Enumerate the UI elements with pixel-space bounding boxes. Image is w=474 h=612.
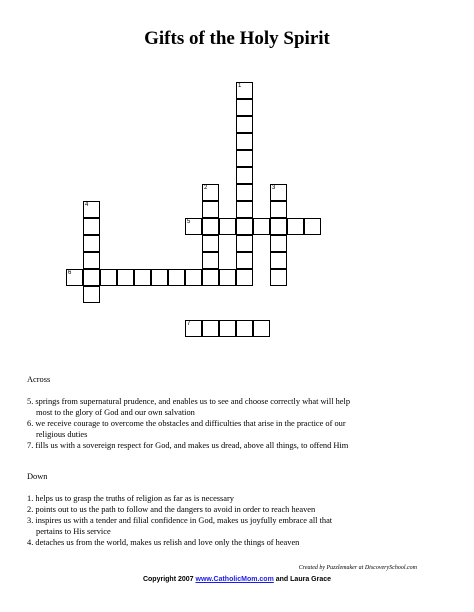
catholicmom-link[interactable]: www.CatholicMom.com <box>195 576 274 583</box>
grid-cell[interactable] <box>83 269 100 286</box>
clue-number: 6 <box>68 270 72 276</box>
grid-cell[interactable] <box>236 218 253 235</box>
across-clue-list <box>27 396 447 451</box>
grid-cell[interactable] <box>236 99 253 116</box>
across-clue <box>27 396 447 418</box>
grid-cell[interactable] <box>236 201 253 218</box>
grid-cell[interactable] <box>202 201 219 218</box>
grid-cell[interactable] <box>202 269 219 286</box>
clue-text: helps us to grasp the truths of religion as far as is necessary <box>35 494 234 503</box>
grid-cell[interactable] <box>236 252 253 269</box>
copyright-line <box>0 576 474 583</box>
grid-cell[interactable] <box>236 150 253 167</box>
copyright-prefix: Copyright 2007 <box>142 576 194 583</box>
grid-cell[interactable] <box>287 218 304 235</box>
clue-number: 2 <box>204 185 208 191</box>
grid-cell[interactable] <box>83 252 100 269</box>
grid-cell[interactable] <box>253 218 270 235</box>
across-clue <box>27 418 447 440</box>
down-clue <box>27 515 447 537</box>
grid-cell[interactable] <box>168 269 185 286</box>
grid-cell[interactable] <box>236 116 253 133</box>
grid-cell[interactable] <box>236 235 253 252</box>
grid-cell[interactable] <box>236 82 253 99</box>
clue-number: 5 <box>187 219 191 225</box>
clue-num: 7. <box>27 441 36 450</box>
grid-cell[interactable] <box>151 269 168 286</box>
grid-cell[interactable] <box>83 286 100 303</box>
clue-num: 5. <box>27 397 36 406</box>
clue-num: 4. <box>27 538 36 547</box>
grid-cell[interactable] <box>134 269 151 286</box>
grid-cell[interactable] <box>236 184 253 201</box>
grid-cell[interactable] <box>117 269 134 286</box>
clue-text: detaches us from the world, makes us relish and love only the things of heaven <box>35 538 300 547</box>
grid-cell[interactable] <box>83 235 100 252</box>
grid-cell[interactable] <box>66 269 83 286</box>
grid-cell[interactable] <box>304 218 321 235</box>
clue-text: most to the glory of God and our own salvation <box>36 408 195 417</box>
grid-cell[interactable] <box>83 201 100 218</box>
grid-cell[interactable] <box>270 184 287 201</box>
grid-cell[interactable] <box>202 320 219 337</box>
grid-cell[interactable] <box>253 320 270 337</box>
down-clue <box>27 504 447 515</box>
grid-cell[interactable] <box>270 252 287 269</box>
clue-num: 2. <box>27 505 36 514</box>
grid-cell[interactable] <box>236 269 253 286</box>
clue-num: 1. <box>27 494 36 503</box>
grid-cell[interactable] <box>219 269 236 286</box>
grid-cell[interactable] <box>185 269 202 286</box>
down-heading: Down <box>27 472 48 481</box>
grid-cell[interactable] <box>219 218 236 235</box>
down-clue-list <box>27 493 447 548</box>
grid-cell[interactable] <box>270 218 287 235</box>
grid-cell[interactable] <box>202 235 219 252</box>
grid-cell[interactable] <box>270 269 287 286</box>
clue-text: we receive courage to overcome the obstacles and difficulties that arise in the practice of our <box>35 419 346 428</box>
clue-number: 4 <box>85 202 89 208</box>
clue-number: 1 <box>238 83 242 89</box>
grid-cell[interactable] <box>236 167 253 184</box>
clue-text: fills us with a sovereign respect for God, and makes us dread, above all things, to offend Him <box>35 441 349 450</box>
grid-cell[interactable] <box>270 201 287 218</box>
across-clue <box>27 440 447 451</box>
page-title: Gifts of the Holy Spirit <box>144 28 330 49</box>
grid-cell[interactable] <box>202 218 219 235</box>
across-heading: Across <box>27 375 51 384</box>
copyright-suffix: and Laura Grace <box>275 576 332 583</box>
clue-text: religious duties <box>36 430 88 439</box>
grid-cell[interactable] <box>202 184 219 201</box>
clue-number: 7 <box>187 321 191 327</box>
clue-num: 6. <box>27 419 36 428</box>
grid-cell[interactable] <box>185 320 202 337</box>
grid-cell[interactable] <box>236 133 253 150</box>
grid-cell[interactable] <box>202 252 219 269</box>
clue-text: springs from supernatural prudence, and enables us to see and choose correctly what will help <box>35 397 351 406</box>
clue-text: inspires us with a tender and filial confidence in God, makes us joyfully embrace all that <box>35 516 333 525</box>
puzzlemaker-credit: Created by Puzzlemaker at DiscoverySchool.com <box>298 565 417 571</box>
grid-cell[interactable] <box>185 218 202 235</box>
clues-section <box>27 374 447 548</box>
grid-cell[interactable] <box>270 235 287 252</box>
clue-text: points out to us the path to follow and the dangers to avoid in order to reach heaven <box>35 505 316 514</box>
grid-cell[interactable] <box>219 320 236 337</box>
down-clue <box>27 493 447 504</box>
clue-num: 3. <box>27 516 36 525</box>
grid-cell[interactable] <box>100 269 117 286</box>
clue-number: 3 <box>272 185 276 191</box>
grid-cell[interactable] <box>236 320 253 337</box>
grid-cell[interactable] <box>83 218 100 235</box>
down-clue <box>27 537 447 548</box>
clue-text: pertains to His service <box>36 527 111 536</box>
